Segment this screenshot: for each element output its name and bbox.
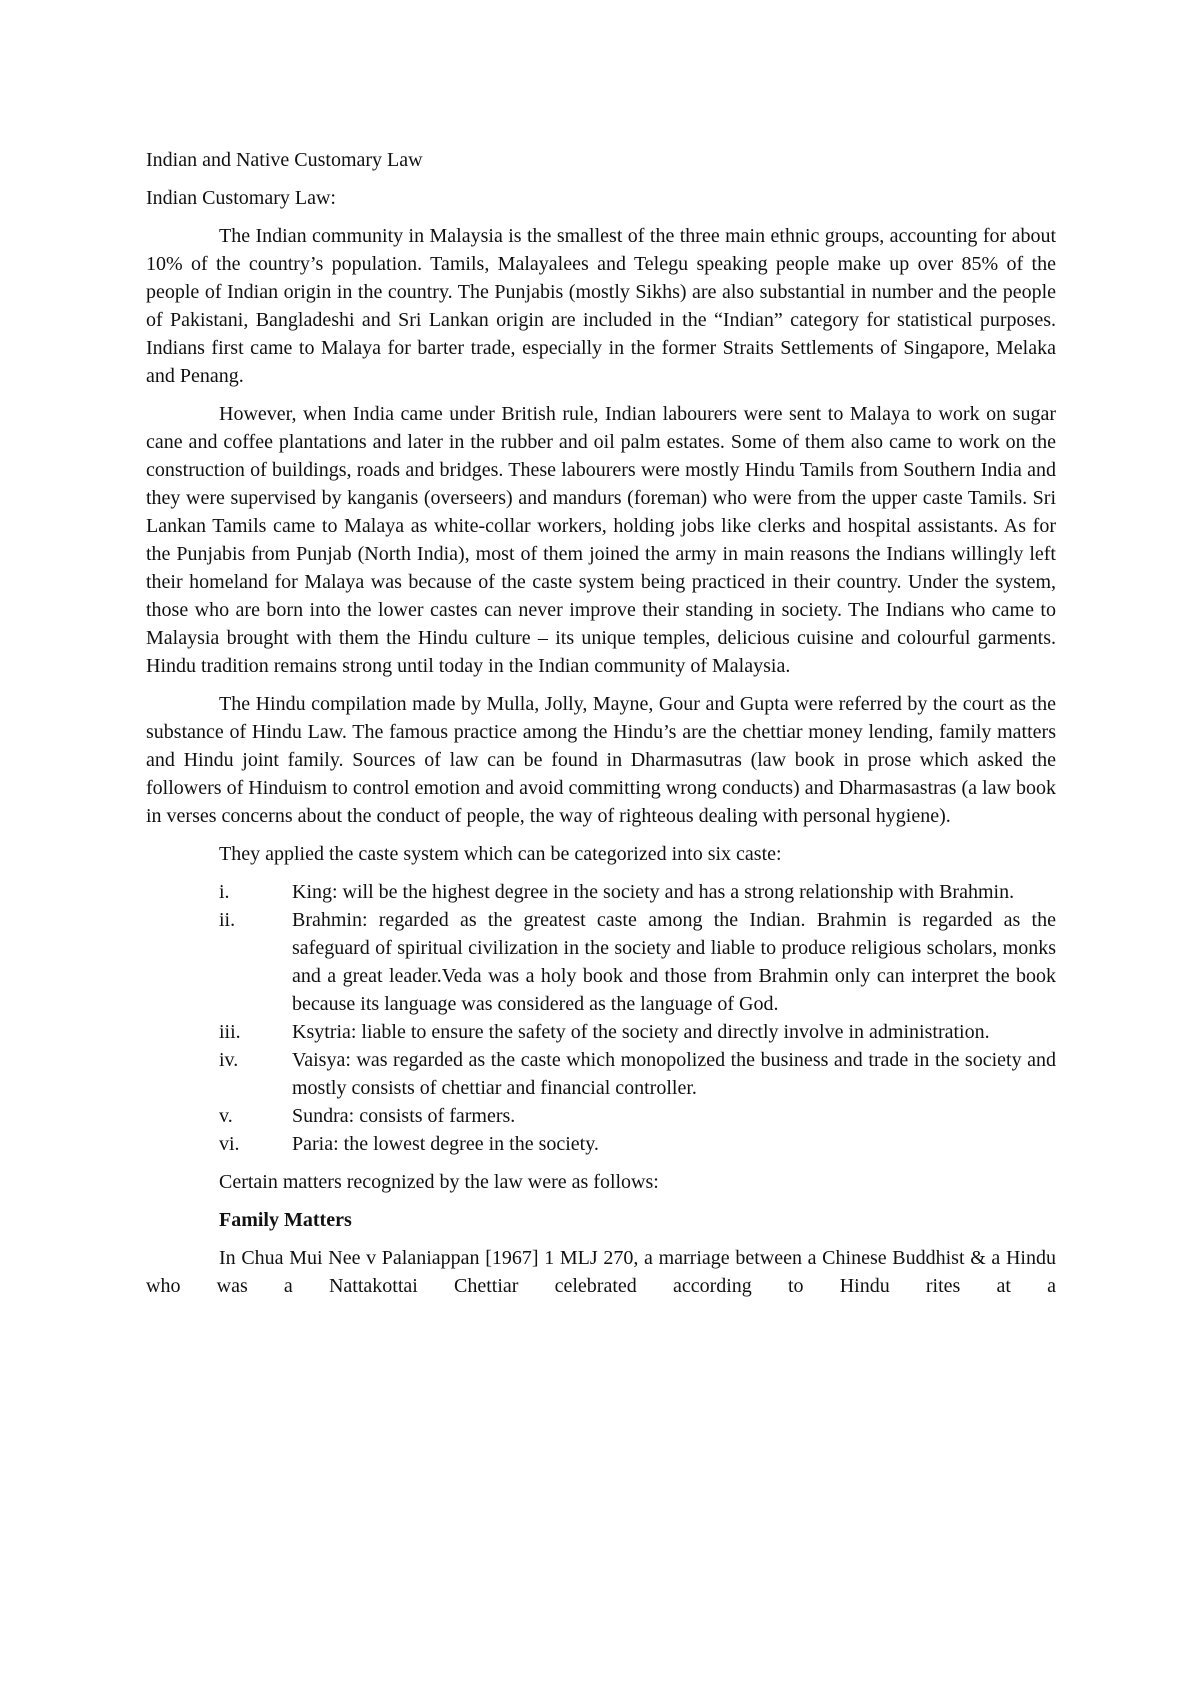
list-item-text: Vaisya: was regarded as the caste which monopolized the business and trade in the society and mostly consists of chettiar and financial controller. [292, 1049, 1056, 1099]
document-body [146, 146, 1056, 1300]
paragraph-british-rule: However, when India came under British rule, Indian labourers were sent to Malaya to work on sugar cane and coffee plantations and later in the rubber and oil palm estates. Some of them also came to work on the construction of buildings, roads and bridges. These labourers were mostly Hindu Tamils from Southern India and they were supervised by kanganis (overseers) and mandurs (foreman) who were from the upper caste Tamils. Sri Lankan Tamils came to Malaya as white-collar workers, holding jobs like clerks and hospital assistants. As for the Punjabis from Punjab (North India), most of them joined the army in main reasons the Indians willingly left their homeland for Malaya was because of the caste system being practiced in their country. Under the system, those who are born into the lower castes can never improve their standing in society. The Indians who came to Malaysia brought with them the Hindu culture – its unique temples, delicious cuisine and colourful garments. Hindu tradition remains strong until today in the Indian community of Malaysia. [146, 403, 1056, 677]
caste-list [146, 878, 1056, 1158]
list-item-number: ii. [219, 909, 236, 931]
section-subtitle: Indian Customary Law: [146, 187, 336, 209]
list-item-text: King: will be the highest degree in the society and has a strong relationship with Brahmin. [292, 881, 1015, 903]
paragraph-chua-mui-nee: In Chua Mui Nee v Palaniappan [1967] 1 MLJ 270, a marriage between a Chinese Buddhist & a Hindu who was a Nattakottai Chettiar celebrated according to Hindu rites at a [146, 1247, 1056, 1297]
list-item [146, 1046, 1056, 1102]
list-item-text: Brahmin: regarded as the greatest caste among the Indian. Brahmin is regarded as the safeguard of spiritual civilization in the society and liable to produce religious scholars, monks and a great leader.Veda was a holy book and those from Brahmin only can interpret the book because its language was considered as the language of God. [292, 909, 1056, 1015]
list-item-number: v. [219, 1105, 233, 1127]
list-item-text: Paria: the lowest degree in the society. [292, 1133, 599, 1155]
paragraph-indian-community: The Indian community in Malaysia is the smallest of the three main ethnic groups, accounting for about 10% of the country’s population. Tamils, Malayalees and Telegu speaking people make up over 85% of the people of Indian origin in the country. The Punjabis (mostly Sikhs) are also substantial in number and the people of Pakistani, Bangladeshi and Sri Lankan origin are included in the “Indian” category for statistical purposes. Indians first came to Malaya for barter trade, especially in the former Straits Settlements of Singapore, Melaka and Penang. [146, 225, 1056, 387]
paragraph-hindu-compilation: The Hindu compilation made by Mulla, Jolly, Mayne, Gour and Gupta were referred by the court as the substance of Hindu Law. The famous practice among the Hindu’s are the chettiar money lending, family matters and Hindu joint family. Sources of law can be found in Dharmasutras (law book in prose which asked the followers of Hinduism to control emotion and avoid committing wrong conducts) and Dharmasastras (a law book in verses concerns about the conduct of people, the way of righteous dealing with personal hygiene). [146, 693, 1056, 827]
list-item [146, 878, 1056, 906]
list-item-number: i. [219, 881, 230, 903]
list-item [146, 1018, 1056, 1046]
list-item-number: vi. [219, 1133, 240, 1155]
list-item-number: iv. [219, 1049, 239, 1071]
matters-intro: Certain matters recognized by the law were as follows: [219, 1171, 659, 1193]
section-heading-family-matters: Family Matters [219, 1209, 352, 1231]
list-item [146, 1102, 1056, 1130]
caste-intro: They applied the caste system which can be categorized into six caste: [219, 843, 782, 865]
list-item-text: Sundra: consists of farmers. [292, 1105, 516, 1127]
document-title: Indian and Native Customary Law [146, 149, 423, 171]
list-item-text: Ksytria: liable to ensure the safety of the society and directly involve in administration. [292, 1021, 990, 1043]
list-item [146, 1130, 1056, 1158]
list-item-number: iii. [219, 1021, 241, 1043]
list-item [146, 906, 1056, 1018]
